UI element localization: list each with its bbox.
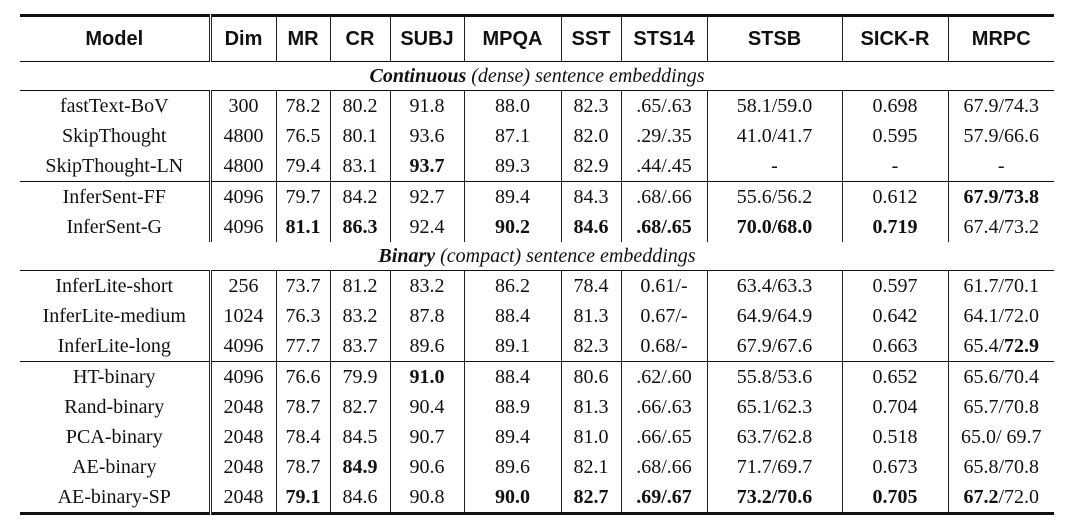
metric-cell: 82.7: [561, 482, 621, 514]
column-header: SUBJ: [390, 16, 464, 62]
metric-cell: 82.9: [561, 151, 621, 182]
metric-cell: 90.2: [464, 212, 561, 242]
metric-cell: 84.3: [561, 182, 621, 213]
table-row: [20, 392, 1054, 422]
table-row: [20, 212, 1054, 242]
model-name-cell: InferSent-G: [66, 216, 163, 238]
metric-cell: 79.4: [276, 151, 330, 182]
metric-cell: 90.4: [390, 392, 464, 422]
model-name-cell: HT-binary: [20, 362, 210, 393]
metric-cell: 90.8: [390, 482, 464, 514]
metric-cell: 2048: [210, 482, 276, 514]
metric-cell: 73.7: [276, 271, 330, 302]
metric-cell: 90.7: [390, 422, 464, 452]
metric-cell: .65/.63: [621, 91, 707, 122]
metric-cell: 79.7: [276, 182, 330, 213]
metric-cell: 84.5: [330, 422, 390, 452]
metric-cell: 4096: [210, 331, 276, 362]
metric-cell: 63.7/62.8: [707, 422, 842, 452]
metric-cell: -: [707, 151, 842, 182]
metric-cell: 70.0/68.0: [707, 212, 842, 242]
metric-cell: 93.7: [390, 151, 464, 182]
metric-cell: .44/.45: [621, 151, 707, 182]
metric-cell: 78.4: [561, 271, 621, 302]
section-title-bold: Binary: [378, 245, 436, 267]
metric-cell: 4096: [210, 362, 276, 393]
metric-cell: 0.698: [842, 91, 948, 122]
metric-cell: 82.7: [330, 392, 390, 422]
model-name-cell: AE-binary-SP: [20, 482, 210, 514]
table-row: [20, 482, 1054, 514]
metric-cell: 89.3: [464, 151, 561, 182]
metric-cell: 64.9/64.9: [707, 301, 842, 331]
metric-cell: .66/.65: [621, 422, 707, 452]
metric-cell: 76.3: [276, 301, 330, 331]
section-title-bold: Continuous: [369, 65, 467, 87]
metric-cell: 76.5: [276, 121, 330, 151]
metric-cell: 55.6/56.2: [707, 182, 842, 213]
metric-cell: 81.0: [561, 422, 621, 452]
metric-cell: .69/.67: [621, 482, 707, 514]
metric-cell: 83.2: [390, 271, 464, 302]
metric-cell: 89.1: [464, 331, 561, 362]
metric-cell: 61.7/70.1: [948, 271, 1054, 302]
column-header: Model: [20, 16, 210, 62]
metric-cell: 2048: [210, 422, 276, 452]
metric-cell: 57.9/66.6: [948, 121, 1054, 151]
metric-cell: 64.1/72.0: [948, 301, 1054, 331]
metric-cell: 83.7: [330, 331, 390, 362]
table-row: [20, 301, 1054, 331]
column-header: MRPC: [948, 16, 1054, 62]
model-name-cell: fastText-BoV: [59, 95, 169, 117]
metric-cell: 88.9: [464, 392, 561, 422]
section-title: [20, 62, 1054, 91]
table-row: [20, 422, 1054, 452]
table-row: [20, 362, 1054, 393]
metric-cell: 0.642: [842, 301, 948, 331]
metric-cell: .29/.35: [621, 121, 707, 151]
metric-cell: 89.6: [390, 331, 464, 362]
metric-cell: 82.0: [561, 121, 621, 151]
metric-cell: 0.595: [842, 121, 948, 151]
metric-cell: 79.9: [330, 362, 390, 393]
model-name-cell: InferLite-medium: [42, 305, 186, 327]
table-row: [20, 331, 1054, 362]
metric-cell: 80.1: [330, 121, 390, 151]
metric-cell: 58.1/59.0: [707, 91, 842, 122]
metric-cell: 82.3: [561, 331, 621, 362]
metric-cell: 92.4: [390, 212, 464, 242]
column-header: CR: [330, 16, 390, 62]
metric-cell: 0.518: [842, 422, 948, 452]
metric-cell: 82.3: [561, 91, 621, 122]
metric-cell: .68/.65: [621, 212, 707, 242]
column-header: Dim: [210, 16, 276, 62]
metric-cell: 0.652: [842, 362, 948, 393]
results-table: [20, 14, 1054, 515]
metric-cell: 0.673: [842, 452, 948, 482]
metric-cell: .68/.66: [621, 452, 707, 482]
metric-cell: 4096: [210, 182, 276, 213]
metric-cell: 87.8: [390, 301, 464, 331]
metric-cell: 81.3: [561, 301, 621, 331]
model-name-cell: SkipThought-LN: [45, 155, 184, 177]
metric-cell: 80.6: [561, 362, 621, 393]
metric-cell: 79.1: [276, 482, 330, 514]
metric-cell: 88.4: [464, 362, 561, 393]
metric-cell: 84.6: [561, 212, 621, 242]
metric-cell: 2048: [210, 452, 276, 482]
metric-cell: 67.9/73.8: [948, 182, 1054, 213]
metric-cell: 63.4/63.3: [707, 271, 842, 302]
metric-cell: 73.2/70.6: [707, 482, 842, 514]
metric-cell: 89.4: [464, 422, 561, 452]
metric-cell: [948, 331, 1054, 362]
metric-cell: 300: [210, 91, 276, 122]
metric-cell: .68/.66: [621, 182, 707, 213]
column-header: MR: [276, 16, 330, 62]
metric-cell: 82.1: [561, 452, 621, 482]
metric-cell: 90.6: [390, 452, 464, 482]
section-title-rest: (compact) sentence embeddings: [435, 245, 696, 267]
metric-cell: 78.7: [276, 452, 330, 482]
metric-cell: 256: [210, 271, 276, 302]
metric-cell: 0.597: [842, 271, 948, 302]
metric-cell: .66/.63: [621, 392, 707, 422]
metric-cell: -: [948, 151, 1054, 182]
metric-cell: 4800: [210, 121, 276, 151]
metric-cell: 84.6: [330, 482, 390, 514]
table-row: [20, 271, 1054, 302]
metric-cell: 65.0/ 69.7: [948, 422, 1054, 452]
column-header: SICK-R: [842, 16, 948, 62]
metric-cell: 67.9/67.6: [707, 331, 842, 362]
metric-cell: 4096: [210, 212, 276, 242]
metric-cell: 89.6: [464, 452, 561, 482]
model-name-cell: Rand-binary: [64, 396, 165, 418]
model-name-cell: PCA-binary: [65, 426, 163, 448]
metric-cell: 0.705: [842, 482, 948, 514]
model-name-cell: InferLite-short: [55, 275, 174, 297]
header-row: [20, 16, 1054, 62]
metric-cell: 1024: [210, 301, 276, 331]
metric-cell: 67.4/73.2: [948, 212, 1054, 242]
metric-cell: 86.3: [330, 212, 390, 242]
metric-part: 67.2: [963, 486, 999, 508]
section-title-rest: (dense) sentence embeddings: [466, 65, 705, 87]
metric-cell: 80.2: [330, 91, 390, 122]
model-name-cell: AE-binary: [72, 456, 157, 478]
metric-cell: 88.0: [464, 91, 561, 122]
metric-cell: 65.8/70.8: [948, 452, 1054, 482]
metric-cell: 0.704: [842, 392, 948, 422]
metric-cell: 91.8: [390, 91, 464, 122]
metric-cell: 0.663: [842, 331, 948, 362]
metric-cell: 91.0: [390, 362, 464, 393]
metric-cell: 65.7/70.8: [948, 392, 1054, 422]
metric-cell: 84.2: [330, 182, 390, 213]
metric-cell: 65.6/70.4: [948, 362, 1054, 393]
metric-cell: 55.8/53.6: [707, 362, 842, 393]
column-header: MPQA: [464, 16, 561, 62]
results-table-container: [20, 14, 1054, 515]
metric-cell: [948, 482, 1054, 514]
model-name-cell: InferSent-FF: [20, 182, 210, 213]
metric-part: 72.9: [1004, 335, 1040, 357]
metric-cell: 78.4: [276, 422, 330, 452]
metric-cell: -: [842, 151, 948, 182]
metric-cell: 90.0: [464, 482, 561, 514]
section-title: [20, 242, 1054, 271]
metric-cell: .62/.60: [621, 362, 707, 393]
metric-cell: 41.0/41.7: [707, 121, 842, 151]
metric-cell: 78.2: [276, 91, 330, 122]
table-row: [20, 151, 1054, 182]
metric-cell: 76.6: [276, 362, 330, 393]
metric-cell: 0.67/-: [621, 301, 707, 331]
metric-part: /72.0: [998, 486, 1040, 508]
table-row: [20, 182, 1054, 213]
metric-cell: 83.1: [330, 151, 390, 182]
metric-cell: 77.7: [276, 331, 330, 362]
metric-cell: 0.719: [842, 212, 948, 242]
metric-cell: 92.7: [390, 182, 464, 213]
table-row: [20, 121, 1054, 151]
metric-cell: 89.4: [464, 182, 561, 213]
section-header-row: [20, 62, 1054, 91]
metric-cell: 71.7/69.7: [707, 452, 842, 482]
column-header: STSB: [707, 16, 842, 62]
table-row: [20, 91, 1054, 122]
metric-cell: 84.9: [330, 452, 390, 482]
metric-cell: 83.2: [330, 301, 390, 331]
metric-cell: 2048: [210, 392, 276, 422]
metric-cell: 88.4: [464, 301, 561, 331]
metric-cell: 67.9/74.3: [948, 91, 1054, 122]
metric-cell: 81.3: [561, 392, 621, 422]
model-name-cell: InferLite-long: [57, 335, 171, 357]
metric-cell: 81.2: [330, 271, 390, 302]
model-name-cell: SkipThought: [62, 125, 167, 147]
metric-cell: 4800: [210, 151, 276, 182]
metric-cell: 0.61/-: [621, 271, 707, 302]
metric-cell: 81.1: [276, 212, 330, 242]
metric-cell: 78.7: [276, 392, 330, 422]
metric-cell: 93.6: [390, 121, 464, 151]
metric-part: 65.4/: [963, 335, 1005, 357]
column-header: STS14: [621, 16, 707, 62]
metric-cell: 65.1/62.3: [707, 392, 842, 422]
column-header: SST: [561, 16, 621, 62]
metric-cell: 86.2: [464, 271, 561, 302]
metric-cell: 87.1: [464, 121, 561, 151]
metric-cell: 0.68/-: [621, 331, 707, 362]
section-header-row: [20, 242, 1054, 271]
table-row: [20, 452, 1054, 482]
metric-cell: 0.612: [842, 182, 948, 213]
